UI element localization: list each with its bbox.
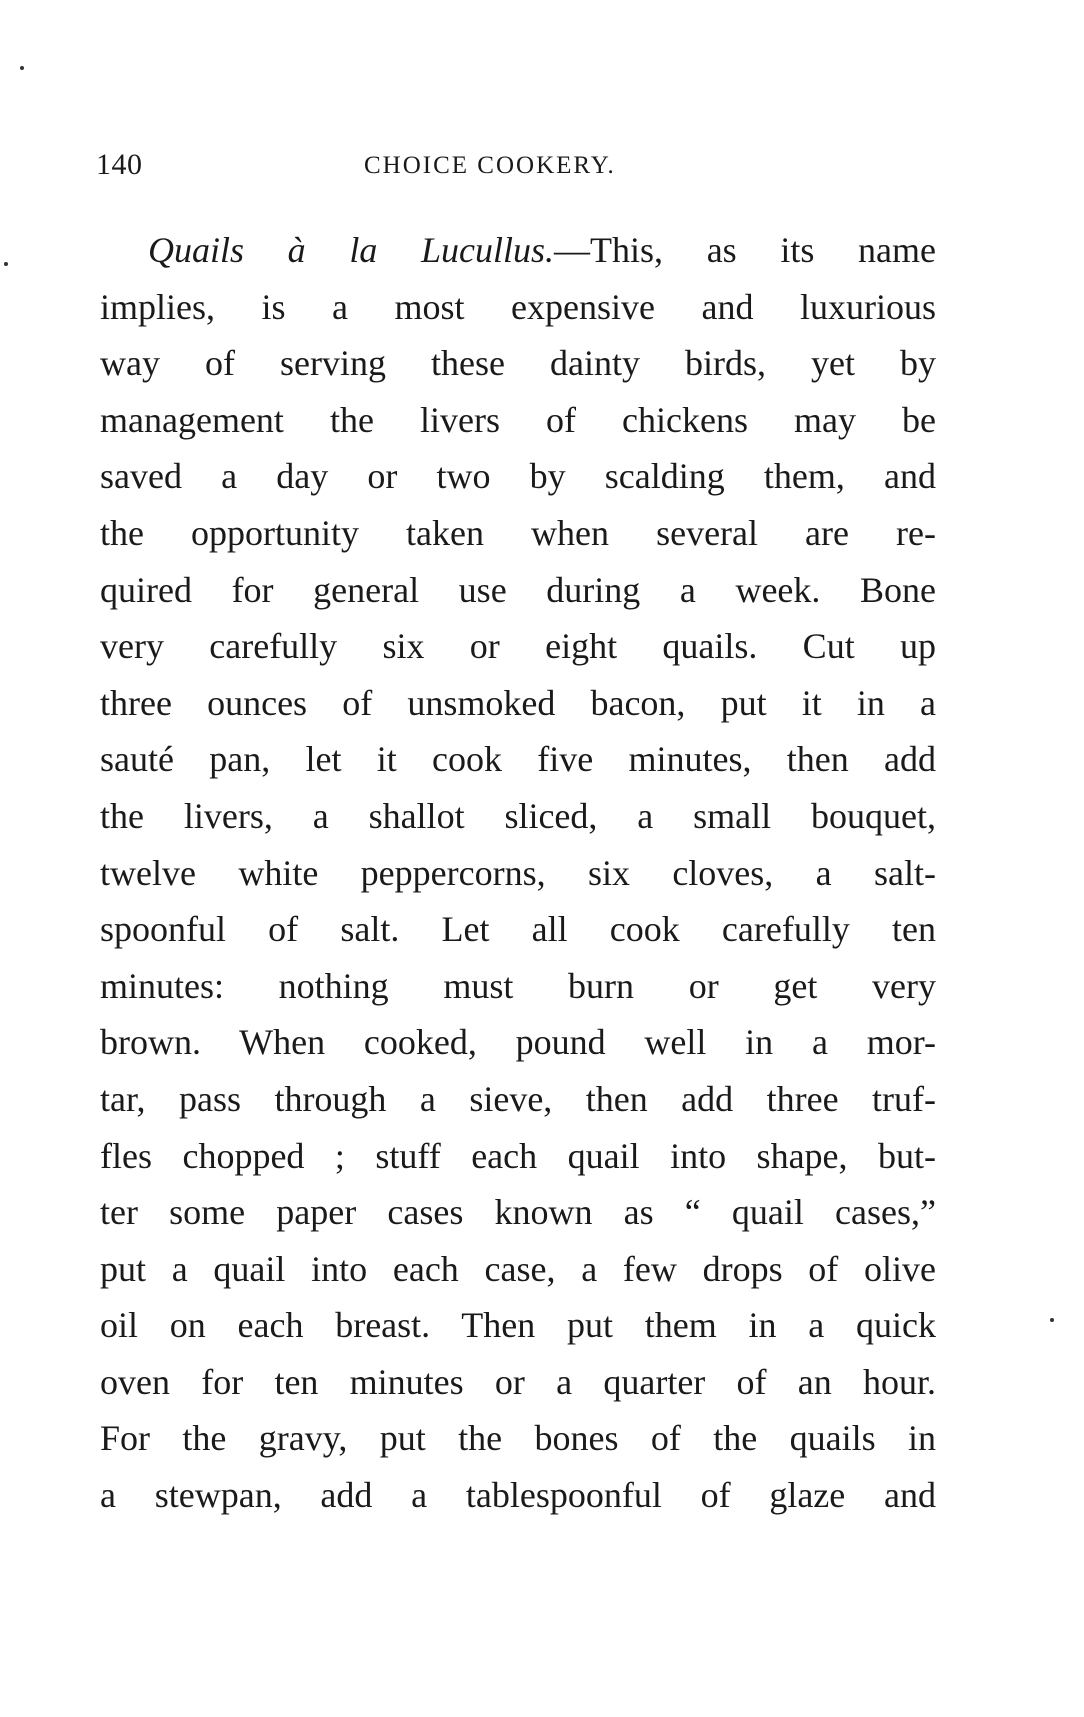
- text-line: quired for general use during a week. Bone: [100, 569, 936, 610]
- first-line: [100, 222, 936, 279]
- text-line: oil on each breast. Then put them in a quick: [100, 1305, 936, 1346]
- text-line: fles chopped ; stuff each quail into shape, but-: [100, 1135, 936, 1176]
- page-header: [96, 148, 956, 192]
- text-line: tar, pass through a sieve, then add three truf-: [100, 1078, 936, 1119]
- recipe-text: [100, 222, 936, 1524]
- text-line: very carefully six or eight quails. Cut up: [100, 626, 936, 667]
- text-line: put a quail into each case, a few drops of olive: [100, 1248, 936, 1289]
- text-line: brown. When cooked, pound well in a mor-: [100, 1022, 936, 1063]
- page-speck: [1050, 1318, 1054, 1322]
- text-line: spoonful of salt. Let all cook carefully ten: [100, 909, 936, 950]
- text-line: twelve white peppercorns, six cloves, a salt-: [100, 852, 936, 893]
- text-line: three ounces of unsmoked bacon, put it in a: [100, 682, 936, 723]
- page-speck: [20, 66, 24, 70]
- text-line: saved a day or two by scalding them, and: [100, 456, 936, 497]
- first-line-rest: —This, as its name: [554, 230, 936, 270]
- page-number: 140: [96, 148, 143, 181]
- text-line: ter some paper cases known as “ quail cases,”: [100, 1192, 936, 1233]
- text-line: way of serving these dainty birds, yet by: [100, 343, 936, 384]
- text-line: management the livers of chickens may be: [100, 399, 936, 440]
- text-line: sauté pan, let it cook five minutes, then add: [100, 739, 936, 780]
- text-line: the opportunity taken when several are re-: [100, 512, 936, 553]
- text-line: minutes: nothing must burn or get very: [100, 965, 936, 1006]
- text-line: oven for ten minutes or a quarter of an hour.: [100, 1361, 936, 1402]
- text-line: implies, is a most expensive and luxurious: [100, 286, 936, 327]
- text-line: For the gravy, put the bones of the quails in: [100, 1418, 936, 1459]
- text-line: the livers, a shallot sliced, a small bouquet,: [100, 795, 936, 836]
- page-speck: [4, 262, 8, 266]
- running-head: CHOICE COOKERY.: [364, 152, 616, 179]
- recipe-title: Quails à la Lucullus.: [148, 230, 555, 270]
- text-line: a stewpan, add a tablespoonful of glaze and: [100, 1475, 936, 1516]
